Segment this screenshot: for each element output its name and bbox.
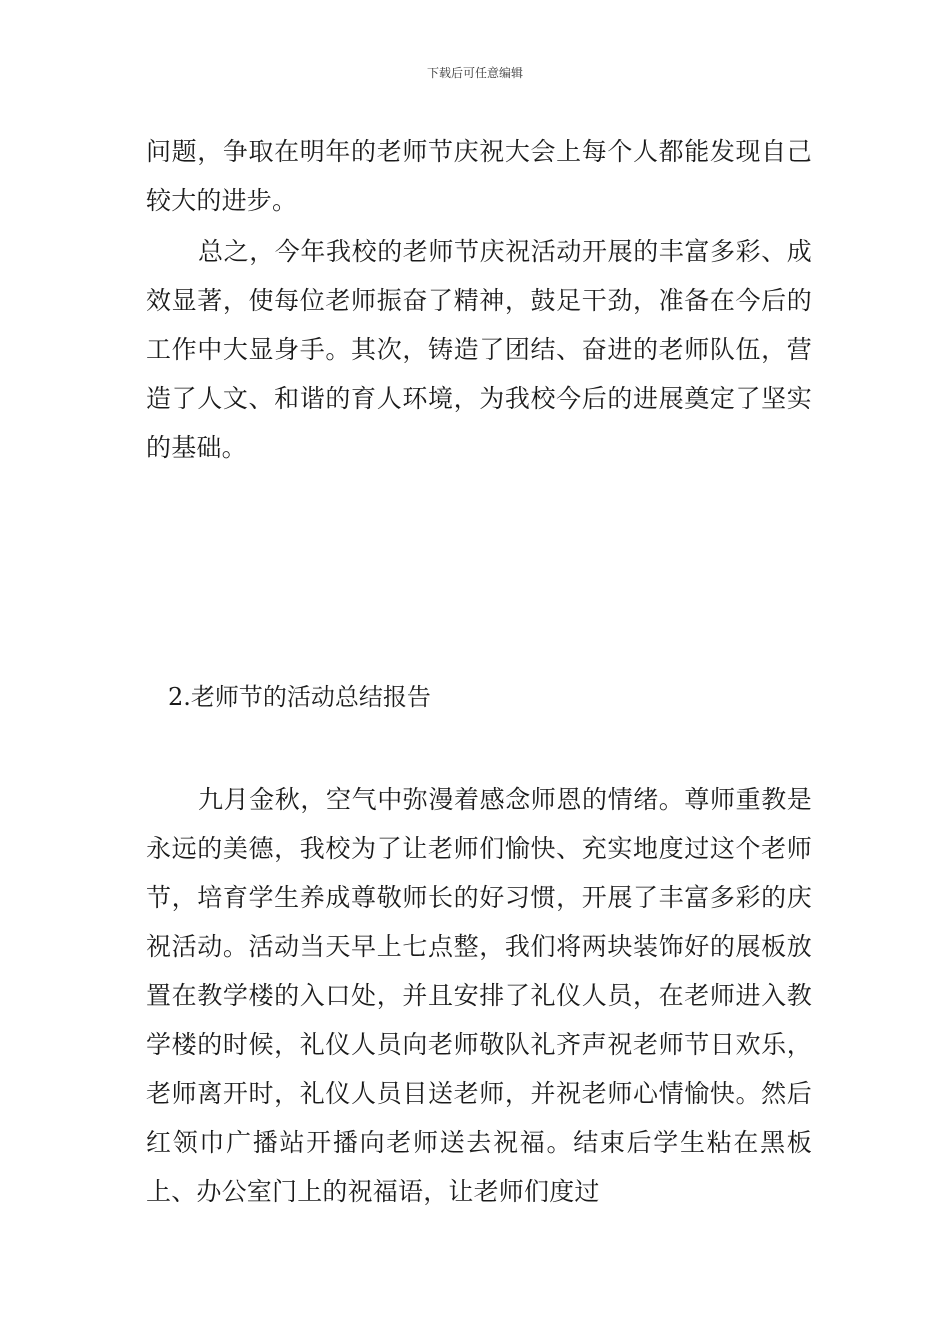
section-heading: 2.老师节的活动总结报告 — [168, 683, 431, 711]
paragraph-summary: 总之，今年我校的老师节庆祝活动开展的丰富多彩、成效显著，使每位老师振奋了精神，鼓足干劲，准备在今后的工作中大显身手。其次，铸造了团结、奋进的老师队伍，营造了人文、和谐的育人环境，为我校今后的进展奠定了坚实的基础。 — [146, 237, 812, 462]
paragraph-continuation: 问题，争取在明年的老师节庆祝大会上每个人都能发现自己较大的进步。 — [146, 137, 812, 215]
page-header-note: 下载后可任意编辑 — [426, 66, 523, 80]
paragraph-report-body: 九月金秋，空气中弥漫着感念师恩的情绪。尊师重教是永远的美德，我校为了让老师们愉快、充实地度过这个老师节，培育学生养成尊敬师长的好习惯，开展了丰富多彩的庆祝活动。活动当天早上七点整，我们将两块装饰好的展板放置在教学楼的入口处，并且安排了礼仪人员，在老师进入教学楼的时候，礼仪人员向老师敬队礼齐声祝老师节日欢乐，老师离开时，礼仪人员目送老师，并祝老师心情愉快。然后红领巾广播站开播向老师送去祝福。结束后学生粘在黑板上、办公室门上的祝福语，让老师们度过 — [146, 785, 812, 1206]
